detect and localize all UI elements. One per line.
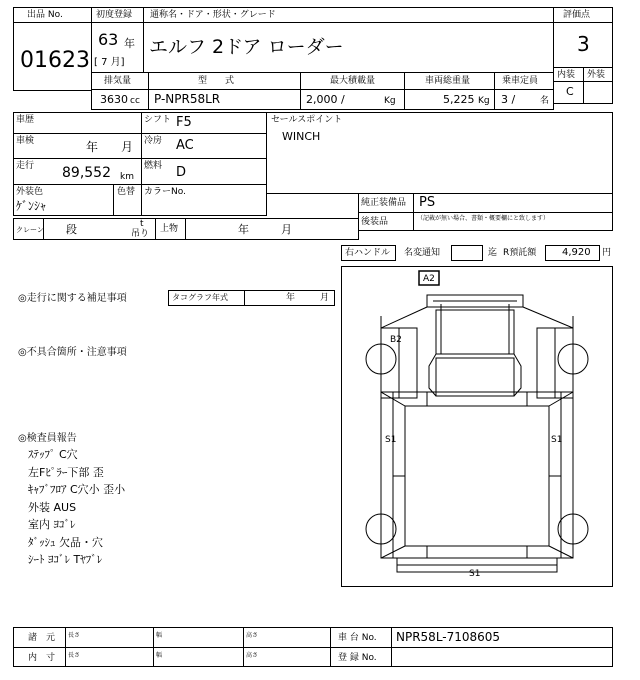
gross-weight-label: 車両総重量 [425,76,471,86]
dims-label: 内 寸 [28,653,56,663]
loading-month: 月 [281,223,292,236]
genuine-equipment-label: 純正装備品 [361,198,407,208]
tachograph-year: 年 [286,293,296,303]
lot-label: 出品 No. [27,10,63,20]
registration-label: 登 録 No. [338,653,377,663]
capacity: 3 / [501,93,516,106]
capacity-label: 乗車定員 [502,76,539,86]
recycle-label: R預託額 [503,248,537,258]
registration-year: 63 [98,30,119,49]
capacity-unit: 名 [540,96,550,106]
mileage-unit: km [120,172,134,182]
name-change-box [451,245,483,261]
first-registration-label: 初度登録 [96,10,133,20]
mileage-label: 走行 [16,161,35,171]
gross-weight-unit: Kg [478,96,490,106]
mileage: 89,552 [62,165,111,181]
max-load-label: 最大積載量 [330,76,376,86]
fuel: D [176,165,187,180]
displacement-label: 排気量 [104,76,132,86]
max-load: 2,000 / [306,93,345,106]
crane-row [13,218,359,240]
displacement: 3630 [100,93,128,106]
displacement-unit: cc [130,96,140,106]
length-label-2: 長さ [68,652,81,659]
inspection-label: 車検 [16,136,35,146]
vehicle-diagram [341,266,613,587]
crane-stage: 段 [66,223,77,236]
loading-year: 年 [238,223,249,236]
inspector-line: ｷｬﾌﾞﾌﾛｱ C穴小 歪小 [28,483,126,496]
crane-hanging: 吊り [131,229,150,239]
history-label: 車歴 [16,115,35,125]
ac: AC [176,138,194,153]
ac-label: 冷房 [144,136,163,146]
max-load-unit: Kg [384,96,396,106]
car-name-label: 通称名・ドア・形状・グレード [150,10,276,20]
crane-t: t [140,219,144,229]
inspection-year-unit: 年 [86,140,99,154]
inspector-line: ｽﾃｯﾌﾟ C穴 [28,448,78,461]
recycle-value: 4,920 [562,247,591,258]
tachograph-month: 月 [320,293,330,303]
lot-number: 01623 [20,48,90,73]
model: P-NPR58LR [154,92,221,106]
name-change-label: 名変通知 [404,248,441,258]
fuel-label: 燃料 [144,161,163,171]
tachograph-label: タコグラフ年式 [172,293,228,302]
recycle-unit: 円 [602,248,612,258]
mark-s1-right: S1 [551,435,563,445]
inspector-line: ｼｰﾄ ﾖｺﾞﾚ Tﾔﾌﾞﾚ [28,553,103,566]
details-grid [13,112,267,216]
color-change-label: 色替 [117,187,136,197]
inspector-report-label: ◎検査員報告 [18,433,77,444]
registration-month: [ 7 月] [94,57,125,68]
car-name: エルフ 2ドア ローダー [149,36,344,58]
exterior-color-label: 外装色 [16,187,44,197]
height-label-2: 高さ [246,652,259,659]
mark-s1-left: S1 [385,435,397,445]
check-mark: 迄 [488,248,498,258]
steering-handle-label: 右ハンドル [345,248,391,258]
sales-point-text: WINCH [282,130,321,143]
chassis-label: 車 台 No. [338,633,377,643]
interior-label: 内装 [557,70,576,80]
sales-point-label: セールスポイント [271,115,343,125]
height-label-1: 高さ [246,632,259,639]
aftermarket-label: 後装品 [361,217,389,227]
genuine-equipment: PS [419,195,436,210]
color-code-label: カラーNo. [144,187,186,197]
interior-grade: C [566,85,574,98]
gross-weight: 5,225 [443,93,475,106]
mark-s1-rear: S1 [469,569,481,579]
defects-label: ◎不具合箇所・注意事項 [18,347,127,358]
driving-notes-label: ◎走行に関する補足事項 [18,293,127,304]
score-value: 3 [577,32,590,56]
exterior-label: 外装 [587,70,606,80]
width-label-1: 幅 [156,632,163,639]
specs-label: 諸 元 [28,633,56,643]
aftermarket-note: （記載が無い場合、書類・概要欄にと致します） [417,215,550,222]
inspector-line: 左Fﾋﾟﾗｰ下部 歪 [28,465,104,479]
chassis-number: NPR58L-7108605 [396,630,501,644]
model-label: 型 式 [198,76,235,86]
length-label-1: 長さ [68,632,81,639]
shift: F5 [176,115,192,130]
inspector-line: 外装 AUS [28,500,77,514]
shift-label: シフト [144,115,172,125]
exterior-color: ｹﾞﾝｼｬ [16,199,47,213]
inspector-line: 室内 ﾖｺﾞﾚ [28,518,76,531]
score-label: 評価点 [563,10,591,20]
inspection-month-unit: 月 [121,140,134,154]
registration-year-unit: 年 [124,37,135,50]
inspector-line: ﾀﾞｯｼｭ 欠品・穴 [28,535,103,549]
mark-a2: A2 [423,274,435,284]
inspector-report [28,446,328,569]
crane-label: クレーン [16,226,44,234]
mark-b2: B2 [390,335,402,345]
width-label-2: 幅 [156,652,163,659]
loading-label: 上物 [160,224,179,234]
